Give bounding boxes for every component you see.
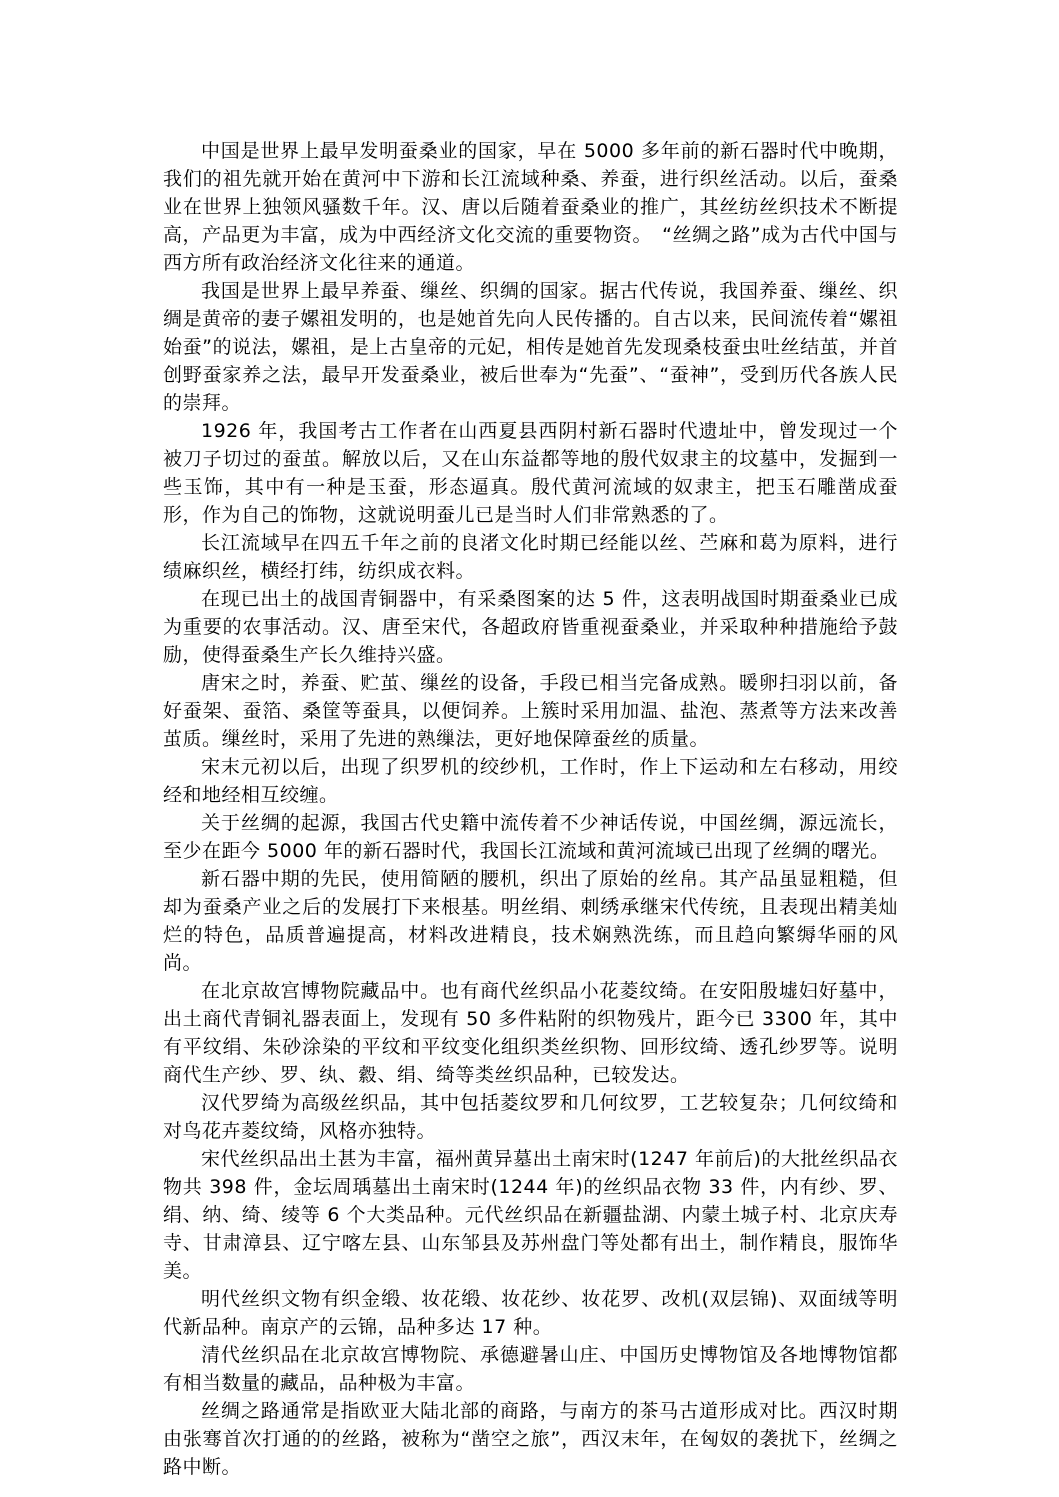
paragraph-6: 唐宋之时，养蚕、贮茧、缫丝的设备，手段已相当完备成熟。暖卵扫羽以前，备好蚕架、蚕箔、桑筐等蚕具，以便饲养。上簇时采用加温、盐泡、蒸煮等方法来改善茧质。缫丝时，采用了先进的熟缫法，更好地保障蚕丝的质量。 xyxy=(163,672,898,750)
paragraph-13: 明代丝织文物有织金缎、妆花缎、妆花纱、妆花罗、改机(双层锦)、双面绒等明代新品种。南京产的云锦，品种多达 17 种。 xyxy=(163,1288,898,1338)
paragraph-8: 关于丝绸的起源，我国古代史籍中流传着不少神话传说，中国丝绸，源远流长，至少在距今 5000 年的新石器时代，我国长江流域和黄河流域已出现了丝绸的曙光。 xyxy=(163,812,898,862)
paragraph-15: 丝绸之路通常是指欧亚大陆北部的商路，与南方的茶马古道形成对比。西汉时期由张骞首次打通的的丝路，被称为“凿空之旅”，西汉末年，在匈奴的袭扰下，丝绸之路中断。 xyxy=(163,1400,898,1478)
paragraph-1: 中国是世界上最早发明蚕桑业的国家，早在 5000 多年前的新石器时代中晚期，我们的祖先就开始在黄河中下游和长江流域种桑、养蚕，进行织丝活动。以后，蚕桑业在世界上独领风骚数千年。汉、唐以后随着蚕桑业的推广，其丝纺丝织技术不断提高，产品更为丰富，成为中西经济文化交流的重要物资。 “丝绸之路”成为古代中国与西方所有政治经济文化往来的通道。 xyxy=(163,140,898,274)
paragraph-11: 汉代罗绮为高级丝织品，其中包括菱纹罗和几何纹罗，工艺较复杂；几何纹绮和对鸟花卉菱纹绮，风格亦独特。 xyxy=(163,1092,898,1142)
paragraph-12: 宋代丝织品出土甚为丰富，福州黄异墓出土南宋时(1247 年前后)的大批丝织品衣物共 398 件，金坛周瑀墓出土南宋时(1244 年)的丝织品衣物 33 件，内有纱、罗、绢、纳、绮、绫等 6 个大类品种。元代丝织品在新疆盐湖、内蒙土城子村、北京庆寿寺、甘肃漳县、辽宁喀左县、山东邹县及苏州盘门等处都有出土，制作精良，服饰华美。 xyxy=(163,1148,898,1282)
paragraph-7: 宋末元初以后，出现了织罗机的绞纱机，工作时，作上下运动和左右移动，用绞经和地经相互绞缠。 xyxy=(163,756,898,806)
paragraph-9: 新石器中期的先民，使用简陋的腰机，织出了原始的丝帛。其产品虽显粗糙，但却为蚕桑产业之后的发展打下来根基。明丝绢、刺绣承继宋代传统，且表现出精美灿烂的特色，品质普遍提高，材料改进精良，技术娴熟洗练，而且趋向繁缛华丽的风尚。 xyxy=(163,868,898,974)
paragraph-2: 我国是世界上最早养蚕、缫丝、织绸的国家。据古代传说，我国养蚕、缫丝、织绸是黄帝的妻子嫘祖发明的，也是她首先向人民传播的。自古以来，民间流传着“嫘祖始蚕”的说法，嫘祖，是上古皇帝的元妃，相传是她首先发现桑枝蚕虫吐丝结茧，并首创野蚕家养之法，最早开发蚕桑业，被后世奉为“先蚕”、“蚕神”，受到历代各族人民的崇拜。 xyxy=(163,280,898,414)
paragraph-4: 长江流域早在四五千年之前的良渚文化时期已经能以丝、苎麻和葛为原料，进行绩麻织丝，横经打纬，纺织成衣料。 xyxy=(163,532,898,582)
paragraph-3: 1926 年，我国考古工作者在山西夏县西阴村新石器时代遗址中，曾发现过一个被刀子切过的蚕茧。解放以后，又在山东益都等地的殷代奴隶主的坟墓中，发掘到一些玉饰，其中有一种是玉蚕，形态逼真。殷代黄河流域的奴隶主，把玉石雕凿成蚕形，作为自己的饰物，这就说明蚕儿已是当时人们非常熟悉的了。 xyxy=(163,420,898,526)
paragraph-10: 在北京故宫博物院藏品中。也有商代丝织品小花菱纹绮。在安阳殷墟妇好墓中，出土商代青铜礼器表面上，发现有 50 多件粘附的织物残片，距今已 3300 年，其中有平纹绢、朱砂涂染的平纹和平纹变化组织类丝织物、回形纹绮、透孔纱罗等。说明商代生产纱、罗、纨、縠、绢、绮等类丝织品种，已较发达。 xyxy=(163,980,898,1086)
paragraph-5: 在现已出土的战国青铜器中，有采桑图案的达 5 件，这表明战国时期蚕桑业已成为重要的农事活动。汉、唐至宋代，各超政府皆重视蚕桑业，并采取种种措施给予鼓励，使得蚕桑生产长久维持兴盛。 xyxy=(163,588,898,666)
document-text-block xyxy=(163,137,898,1481)
paragraph-14: 清代丝织品在北京故宫博物院、承德避暑山庄、中国历史博物馆及各地博物馆都有相当数量的藏品，品种极为丰富。 xyxy=(163,1344,898,1394)
